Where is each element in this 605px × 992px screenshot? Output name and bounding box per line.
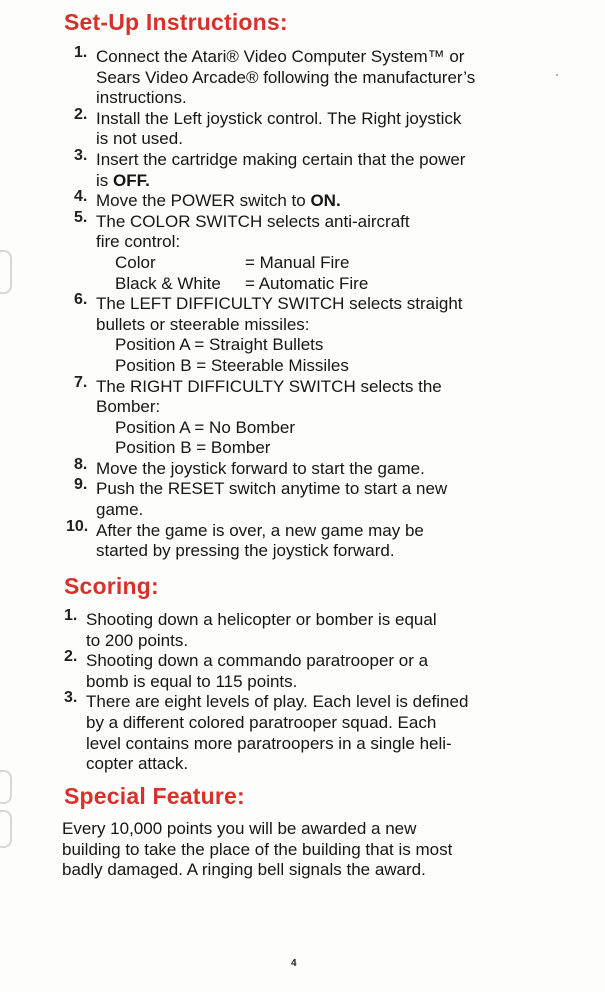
paragraph-line: building to take the place of the building that is most bbox=[62, 839, 453, 859]
list-item bbox=[64, 517, 584, 562]
item-line: The LEFT DIFFICULTY SWITCH selects straight bbox=[96, 294, 463, 314]
list-item bbox=[64, 648, 584, 692]
item-line: Insert the cartridge making certain that the power bbox=[96, 149, 466, 169]
item-bold-text: ON. bbox=[310, 191, 341, 211]
item-line: copter attack. bbox=[86, 754, 189, 774]
binding-mark bbox=[0, 810, 12, 848]
setup-heading: Set-Up Instructions: bbox=[64, 9, 288, 35]
setting-label: Black & White bbox=[115, 273, 221, 293]
item-line: Bomber: bbox=[96, 397, 161, 417]
item-line: Shooting down a helicopter or bomber is equal bbox=[86, 610, 437, 629]
item-line: The COLOR SWITCH selects anti-aircraft bbox=[96, 211, 410, 231]
item-line: level contains more paratroopers in a single heli- bbox=[86, 733, 452, 753]
item-line: Install the Left joystick control. The Right joystick bbox=[96, 108, 462, 128]
scoring-heading: Scoring: bbox=[64, 573, 159, 599]
item-number: 1. bbox=[64, 607, 78, 624]
setup-list bbox=[64, 44, 584, 562]
special-feature-heading: Special Feature: bbox=[64, 783, 245, 809]
item-number: 2. bbox=[64, 648, 78, 666]
item-line: fire control: bbox=[96, 232, 181, 252]
item-line bbox=[96, 171, 584, 192]
setting-row bbox=[96, 253, 584, 274]
list-item bbox=[64, 188, 584, 212]
item-line: game. bbox=[96, 500, 144, 520]
item-line: Push the RESET switch anytime to start a new bbox=[96, 479, 448, 499]
item-line: to 200 points. bbox=[86, 630, 189, 650]
setting-line: Position B = Bomber bbox=[115, 438, 271, 458]
item-line: by a different colored paratrooper squad. Each bbox=[86, 712, 437, 732]
item-number: 3. bbox=[64, 689, 78, 707]
item-number: 9. bbox=[74, 476, 88, 494]
item-number: 10. bbox=[66, 517, 89, 535]
list-item bbox=[64, 689, 584, 774]
item-line: The RIGHT DIFFICULTY SWITCH selects the bbox=[96, 376, 442, 396]
item-bold-text: OFF. bbox=[113, 170, 150, 190]
item-text: is bbox=[96, 170, 113, 190]
item-line: Shooting down a commando paratrooper or a bbox=[86, 651, 429, 671]
item-number: 3. bbox=[74, 146, 88, 164]
item-line: bullets or steerable missiles: bbox=[96, 314, 310, 334]
special-feature-paragraph bbox=[62, 819, 582, 881]
item-line: instructions. bbox=[96, 88, 187, 108]
item-number: 4. bbox=[74, 188, 88, 206]
item-number: 7. bbox=[74, 373, 88, 391]
list-item bbox=[64, 208, 584, 294]
binding-mark bbox=[0, 250, 12, 294]
list-item bbox=[64, 291, 584, 376]
list-item bbox=[64, 44, 584, 109]
item-text: Move the POWER switch to bbox=[96, 191, 311, 211]
binding-mark bbox=[0, 770, 12, 804]
paragraph-line: Every 10,000 points you will be awarded a new bbox=[62, 819, 417, 838]
list-item bbox=[64, 105, 584, 150]
setting-label: Color bbox=[115, 252, 156, 272]
item-number: 5. bbox=[74, 208, 88, 226]
item-line: bomb is equal to 115 points. bbox=[86, 671, 298, 691]
item-line bbox=[96, 191, 584, 212]
setting-line: Position A = Straight Bullets bbox=[115, 335, 324, 355]
scoring-list bbox=[64, 607, 584, 775]
item-number: 8. bbox=[74, 455, 88, 473]
item-line: Connect the Atari® Video Computer System™ or bbox=[96, 47, 465, 66]
list-item bbox=[64, 146, 584, 191]
list-item bbox=[64, 373, 584, 459]
item-number: 6. bbox=[74, 291, 88, 309]
paragraph-line: badly damaged. A ringing bell signals the award. bbox=[62, 860, 426, 880]
item-line: After the game is over, a new game may be bbox=[96, 520, 424, 540]
page-number: 4 bbox=[291, 958, 297, 969]
setting-row bbox=[96, 274, 584, 295]
item-number: 1. bbox=[74, 44, 88, 61]
list-item bbox=[64, 607, 584, 651]
item-line: There are eight levels of play. Each level is defined bbox=[86, 692, 469, 712]
setting-line: Position A = No Bomber bbox=[115, 417, 296, 437]
setting-line: Position B = Steerable Missiles bbox=[115, 355, 349, 375]
item-line: Move the joystick forward to start the game. bbox=[96, 458, 425, 478]
setting-value: = Manual Fire bbox=[245, 252, 350, 272]
list-item bbox=[64, 476, 584, 520]
item-line: is not used. bbox=[96, 129, 183, 149]
item-number: 2. bbox=[74, 105, 88, 123]
list-item bbox=[64, 455, 584, 480]
item-line: Sears Video Arcade® following the manufacturer’s bbox=[96, 67, 476, 87]
item-line: started by pressing the joystick forward. bbox=[96, 541, 395, 561]
setting-value: = Automatic Fire bbox=[245, 273, 369, 293]
